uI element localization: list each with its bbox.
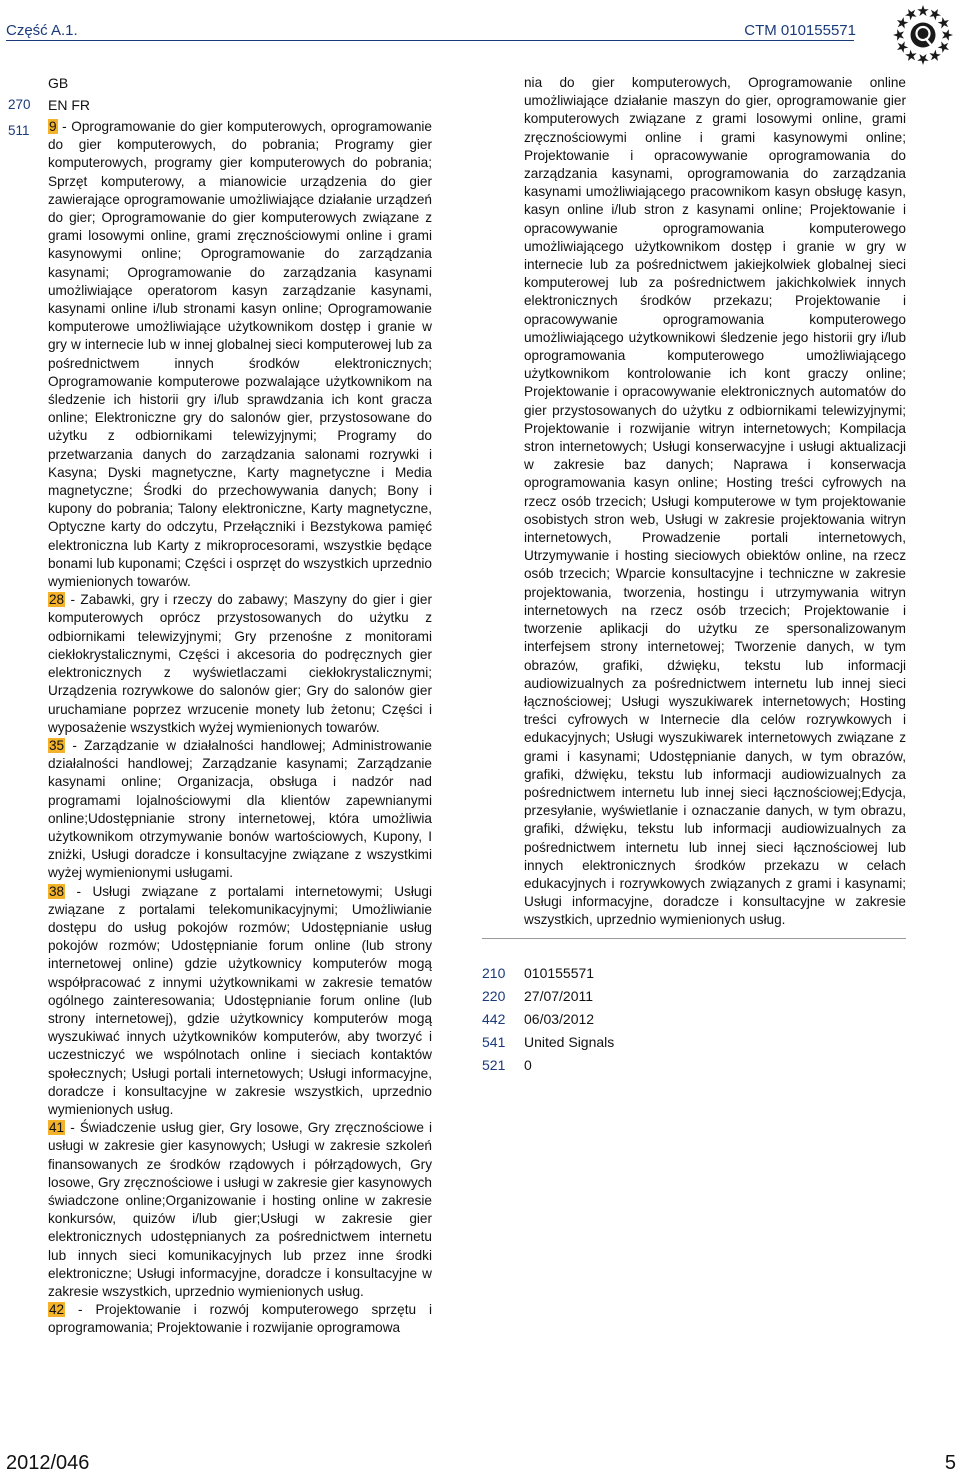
- class-number-badge: 41: [49, 1120, 65, 1136]
- page-number: 5: [944, 1452, 956, 1474]
- language-second: EN FR: [48, 97, 90, 113]
- class-entry: [48, 118, 432, 591]
- meta-value: 0: [524, 1057, 532, 1073]
- bibliographic-data: [482, 962, 906, 1077]
- class-entry: [48, 591, 432, 737]
- meta-code: 210: [482, 965, 506, 981]
- meta-code: 521: [482, 1057, 506, 1073]
- class-entry: [48, 737, 432, 883]
- classes-column-right: [524, 74, 906, 930]
- meta-value: 27/07/2011: [524, 988, 594, 1004]
- meta-row: [482, 1031, 906, 1054]
- meta-row: [482, 1054, 906, 1077]
- class-number-badge: 38: [49, 883, 65, 899]
- metadata-divider: [482, 938, 906, 939]
- meta-code: 442: [482, 1011, 506, 1027]
- meta-value: 010155571: [524, 965, 595, 981]
- header-ctm-number: CTM 010155571: [744, 22, 856, 39]
- eu-emblem-logo: [890, 2, 956, 68]
- class-description: - Świadczenie usług gier, Gry losowe, Gry zręcznościowe i usługi w zakresie gier kasynowych; Usługi w zakresie szkoleń finansowanych ze środków rządowych i półrządowych, Gry losowe, Gry zręcznościowe i usługi w zakresie gier kasynowych świadczone online;Organizowanie i hosting online w zakresie konkursów, quizów i/lub gier;Usługi w zakresie gier elektronicznych udostępnianych za pośrednictwem internetu lub innych sieci komunikacyjnych lub przez inne środki elektroniczne; Usługi informacyjne, doradcze i konsultacyjne w zakresie wszystkich, uprzednio wymienionych usług.: [48, 1120, 432, 1299]
- meta-code: 220: [482, 988, 506, 1004]
- inid-code-270: 270: [8, 97, 31, 112]
- header-rule: [6, 40, 854, 41]
- meta-row: [482, 985, 906, 1008]
- meta-value: 06/03/2012: [524, 1011, 595, 1027]
- class-entry: [48, 1119, 432, 1301]
- class-entry: [48, 1301, 432, 1337]
- classes-column-left: [48, 118, 432, 1338]
- class-description: - Usługi związane z portalami internetowymi; Usługi związane z portalami telekomunikacyjnymi; Umożliwianie dostępu do usług pokojów rozmów; Udostępnianie usług pokojów rozmów; Udostępnianie forum online (lub strony internetowej online) gdzie użytkownicy komputerów mogą współpracować z innymi użytkownikami w zakresie tematów ogólnego zainteresowania; Udostępnianie forum online (lub strony internetowej), gdzie użytkownicy komputerów mogą wyszukiwać innych użytkowników komputerów, aby tworzyć i uczestniczyć we wspólnotach online i sieciach kontaktów społecznych; Usługi portali internetowych; Usługi informacyjne, doradcze i konsultacyjne w zakresie wszystkich, uprzednio wymienionych usług.: [48, 883, 432, 1117]
- class-number-badge: 35: [49, 737, 65, 753]
- meta-code: 541: [482, 1034, 506, 1050]
- class-description: - Zarządzanie w działalności handlowej; Administrowanie działalności handlowej; Zarządzanie kasynami; Zarządzanie kasynami online; Organizacja, obsługa i nadzór nad programami lojalnościowymi dla klientów zapewnianymi online;Udostępnianie strony internetowej, która umożliwia użytkownikom otrzymywanie bonów wartościowych, Kupony, I zniżki, Usługi doradcze i konsultacyjne związane z wszystkimi wyżej wymienionymi usługami.: [48, 737, 432, 881]
- language-first: GB: [48, 75, 69, 91]
- class-description: - Zabawki, gry i rzeczy do zabawy; Maszyny do gier i gier komputerowych oprócz przystosowanych do użytku z odbiornikami telewizyjnymi; Gry przenośne z monitorami ciekłokrystalicznymi, Części i akcesoria do podręcznych gier elektronicznych z wyświetlaczami ciekłokrystalicznymi; Urządzenia rozrywkowe do salonów gier; Gry do salonów gier uruchamiane poprzez wrzucenie monety lub żetonu; Części i wyposażenie wszystkich wyżej wymienionych towarów.: [48, 592, 432, 735]
- meta-row: [482, 962, 906, 985]
- meta-row: [482, 1008, 906, 1031]
- header-part-label: Część A.1.: [6, 22, 78, 39]
- class-number-badge: 9: [49, 119, 57, 134]
- class-description: - Projektowanie i rozwój komputerowego sprzętu i oprogramowania; Projektowanie i rozwijanie oprogramowa: [48, 1302, 432, 1336]
- class-number-badge: 28: [49, 592, 65, 608]
- class-description: - Oprogramowanie do gier komputerowych, oprogramowanie do gier komputerowych, do pobrania; Programy gier komputerowych, programy gier komputerowych do pobrania; Sprzęt komputerowy, a mianowicie urządzenia do gier zawierające oprogramowanie umożliwiające działanie urządzeń do gier; Oprogramowanie do gier komputerowych związane z grami losowymi online, grami zręcznościowymi online i grami kasynowymi online; Oprogramowanie do zarządzania kasynami; Oprogramowanie do zarządzania kasynami umożliwiające operatorom kasyn zarządzanie kasynami, kasynami online i/lub stronami kasyn online; Oprogramowanie komputerowe umożliwiające użytkownikom dostęp i granie w gry w internecie lub w innej globalnej sieci komputerowej lub za pośrednictwem innych środków elektronicznych; Oprogramowanie komputerowe pozwalające użytkownikom na śledzenie ich historii gry i/lub sprawdzania ich kont gracza online; Elektroniczne gry do salonów gier, przystosowane do użytku z odbiornikami telewizyjnymi; Programy do przetwarzania danych do zarządzania salonami rozrywki i Kasyna; Dyski magnetyczne, Karty magnetyczne i Media magnetyczne; Środki do przechowywania danych; Bony i kupony do pobrania; Talony elektroniczne, Karty magnetyczne, Optyczne karty do odczytu, Przełączniki i Bezstykowa pamięć elektroniczna lub Karty z mikroprocesorami, wszystkie będące bonami lub kuponami; Części i osprzęt do wszystkich uprzednio wymienionych towarów.: [48, 119, 432, 590]
- class-number-badge: 42: [49, 1302, 65, 1318]
- bulletin-issue-number: 2012/046: [6, 1452, 90, 1474]
- class-description-continuation: nia do gier komputerowych, Oprogramowanie online umożliwiające działanie maszyn do gier, oprogramowanie gier komputerowych związane z grami losowymi online, grami zręcznościowymi online i grami kasynowymi online; Projektowanie i opracowywanie oprogramowania do zarządzania kasynami, oprogramowania do zarządzania kasynami umożliwiającego pracownikom kasyn obsługę kasyn, kasyn online i/lub stron z kasynami online; Projektowanie i opracowywanie oprogramowania komputerowego umożliwiającego użytkownikom dostęp i granie w gry w internecie lub za pośrednictwem jakiejkolwiek globalnej sieci komputerowej lub za pośrednictwem jakichkolwiek innych elektronicznych środków przekazu; Projektowanie i opracowywanie oprogramowania komputerowego umożliwiającego użytkownikowi śledzenie jego historii gry i/lub oprogramowania komputerowego umożliwiającego użytkownikom kontrolowanie ich kont graczy online; Projektowanie i opracowywanie elektronicznych automatów do gier przystosowanych do użytku z odbiornikami telewizyjnymi; Projektowanie i rozwijanie witryn internetowych; Kompilacja stron internetowych; Usługi konserwacyjne i usługi aktualizacji w zakresie baz danych; Naprawa i konserwacja oprogramowania kasyn online; Hosting treści cyfrowych na rzecz osób trzecich; Usługi komputerowe w tym projektowanie osobistych stron web, Usługi w zakresie projektowania witryn internetowych, Prowadzenie portali internetowych, Utrzymywanie i hosting sieciowych obiektów online, na rzecz osób trzecich; Wparcie konsultacyjne i techniczne w zakresie projektowania, tworzenia, hostingu i utrzymywania witryn internetowych na rzecz osób trzecich; Projektowanie i tworzenie aplikacji do użytku ze spersonalizowanym interfejsem strony internetowej; Tworzenie danych, w tym obrazów, grafiki, dźwięku, tekstu lub informacji audiowizualnych za pośrednictwem internetu lub innej sieci łącznościowej; Usługi wyszukiwarek internetowych; Hosting treści cyfrowych w Internecie dla celów rozrywkowych i edukacyjnych; Usługi wyszukiwarek internetowych związane z grami i kasynami; Udostępnianie danych, w tym obrazów, grafiki, dźwięku, tekstu lub informacji audiowizualnych za pośrednictwem internetu lub innej sieci łącznościowej;Edycja, przesyłanie, wyświetlanie i oznaczanie danych, w tym obrazu, grafiki, dźwięku, tekstu lub informacji audiowizualnych za pośrednictwem internetu lub innej sieci łącznościowej lub innych elektronicznych środków przekazu w celach edukacyjnych i rozrywkowych związanych z grami i kasynami; Usługi informacyjne, doradcze i konsultacyjne w zakresie wszystkich, uprzednio wymienionych usług.: [524, 75, 906, 928]
- inid-code-511: 511: [8, 123, 30, 138]
- meta-value: United Signals: [524, 1034, 615, 1050]
- class-entry: [48, 883, 432, 1120]
